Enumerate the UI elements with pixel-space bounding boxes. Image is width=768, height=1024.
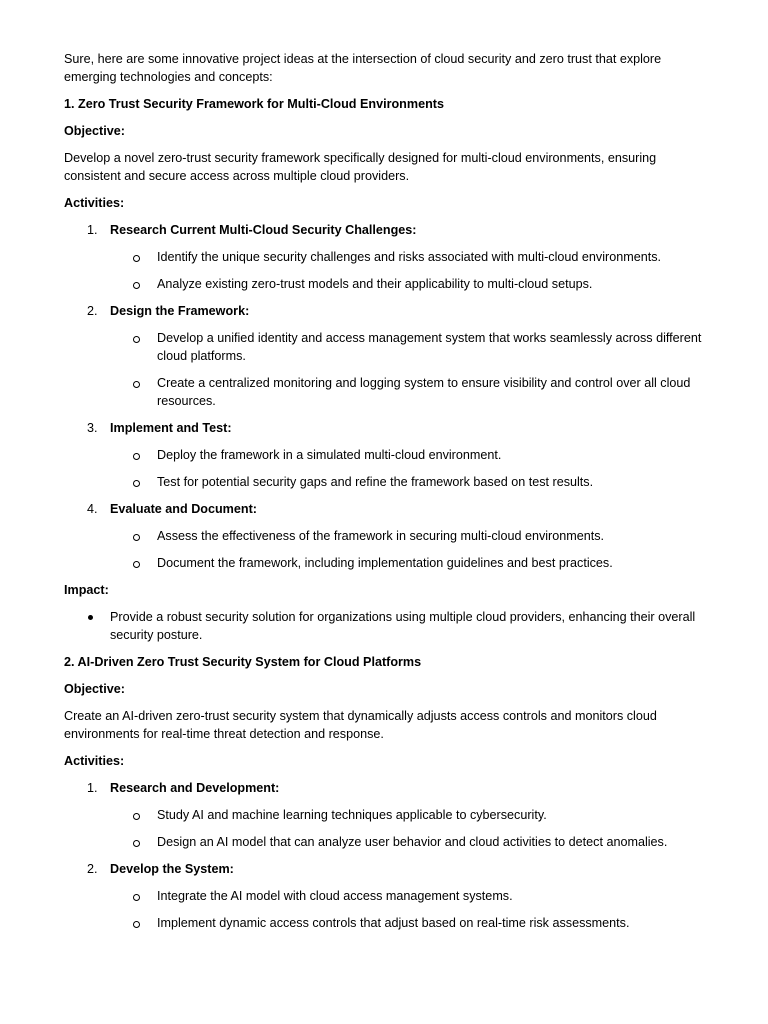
sub-list [64, 527, 704, 572]
circle-bullet-icon [133, 813, 140, 820]
sub-item-text: Test for potential security gaps and refine the framework based on test results. [157, 475, 594, 489]
impact-list [64, 608, 704, 644]
document-page [64, 50, 704, 941]
step-label: Evaluate and Document: [110, 502, 257, 516]
activities-heading: Activities: [64, 754, 125, 768]
step-label: Design the Framework: [110, 304, 250, 318]
step-number: 2. [87, 862, 98, 876]
circle-bullet-icon [133, 282, 140, 289]
activities-list [64, 779, 704, 932]
sub-item-text: Create a centralized monitoring and logging system to ensure visibility and control over all cloud resources. [157, 376, 691, 408]
sub-list [64, 446, 704, 491]
activities-list [64, 221, 704, 572]
circle-bullet-icon [133, 381, 140, 388]
sub-item [64, 329, 704, 365]
sub-item [64, 374, 704, 410]
sub-item-text: Study AI and machine learning techniques applicable to cybersecurity. [157, 808, 547, 822]
activity-step [64, 500, 704, 572]
project-section-2 [64, 653, 704, 932]
sub-list [64, 329, 704, 410]
sub-item [64, 248, 704, 266]
objective-heading: Objective: [64, 124, 125, 138]
activity-step [64, 221, 704, 293]
bullet-dot-icon [88, 615, 93, 620]
circle-bullet-icon [133, 453, 140, 460]
objective-heading: Objective: [64, 682, 125, 696]
project-title: 1. Zero Trust Security Framework for Multi-Cloud Environments [64, 97, 444, 111]
sub-list [64, 887, 704, 932]
step-number: 3. [87, 421, 98, 435]
activity-step [64, 779, 704, 851]
circle-bullet-icon [133, 894, 140, 901]
step-label: Implement and Test: [110, 421, 232, 435]
activity-step [64, 419, 704, 491]
sub-item-text: Assess the effectiveness of the framework in securing multi-cloud environments. [157, 529, 605, 543]
circle-bullet-icon [133, 336, 140, 343]
sub-item [64, 833, 704, 851]
impact-item [64, 608, 704, 644]
sub-item-text: Integrate the AI model with cloud access management systems. [157, 889, 513, 903]
sub-item-text: Design an AI model that can analyze user behavior and cloud activities to detect anomalies. [157, 835, 668, 849]
objective-text: Create an AI-driven zero-trust security system that dynamically adjusts access controls and monitors cloud environments for real-time threat detection and response. [64, 709, 657, 741]
project-section-1 [64, 95, 704, 644]
intro-paragraph: Sure, here are some innovative project ideas at the intersection of cloud security and zero trust that explore emerging technologies and concepts: [64, 52, 662, 84]
sub-item [64, 275, 704, 293]
circle-bullet-icon [133, 921, 140, 928]
sub-item [64, 446, 704, 464]
activity-step [64, 860, 704, 932]
impact-item-text: Provide a robust security solution for organizations using multiple cloud providers, enhancing their overall security posture. [110, 610, 696, 642]
sub-item-text: Develop a unified identity and access management system that works seamlessly across different cloud platforms. [157, 331, 702, 363]
circle-bullet-icon [133, 480, 140, 487]
step-number: 1. [87, 781, 98, 795]
circle-bullet-icon [133, 534, 140, 541]
activity-step [64, 302, 704, 410]
sub-item [64, 887, 704, 905]
step-number: 4. [87, 502, 98, 516]
sub-item-text: Identify the unique security challenges and risks associated with multi-cloud environments. [157, 250, 662, 264]
step-number: 2. [87, 304, 98, 318]
circle-bullet-icon [133, 255, 140, 262]
impact-heading: Impact: [64, 583, 109, 597]
sub-item-text: Implement dynamic access controls that adjust based on real-time risk assessments. [157, 916, 630, 930]
step-label: Develop the System: [110, 862, 234, 876]
sub-item [64, 914, 704, 932]
sub-item [64, 527, 704, 545]
step-number: 1. [87, 223, 98, 237]
sub-item [64, 554, 704, 572]
sub-item [64, 473, 704, 491]
circle-bullet-icon [133, 561, 140, 568]
project-title: 2. AI-Driven Zero Trust Security System for Cloud Platforms [64, 655, 422, 669]
sub-item [64, 806, 704, 824]
objective-text: Develop a novel zero-trust security framework specifically designed for multi-cloud environments, ensuring consistent and secure access across multiple cloud providers. [64, 151, 657, 183]
sub-item-text: Document the framework, including implementation guidelines and best practices. [157, 556, 613, 570]
sub-list [64, 248, 704, 293]
circle-bullet-icon [133, 840, 140, 847]
sub-item-text: Analyze existing zero-trust models and their applicability to multi-cloud setups. [157, 277, 593, 291]
sub-list [64, 806, 704, 851]
activities-heading: Activities: [64, 196, 125, 210]
step-label: Research Current Multi-Cloud Security Challenges: [110, 223, 417, 237]
sub-item-text: Deploy the framework in a simulated multi-cloud environment. [157, 448, 502, 462]
step-label: Research and Development: [110, 781, 280, 795]
